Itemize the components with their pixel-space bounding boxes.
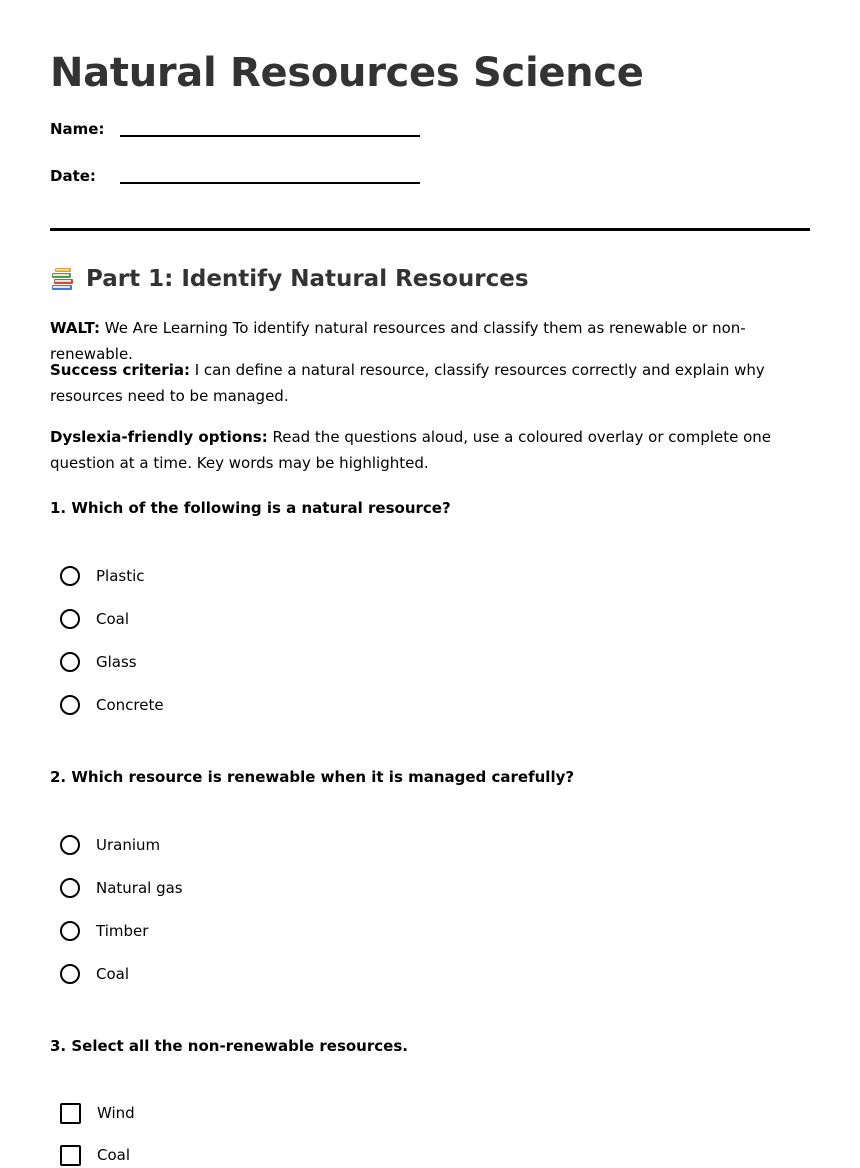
q3-option-wind[interactable] <box>60 1100 135 1126</box>
books-icon <box>50 266 76 292</box>
question-3: 3. Select all the non-renewable resources. <box>50 1037 408 1055</box>
checkbox[interactable] <box>60 1103 81 1124</box>
question-2: 2. Which resource is renewable when it is managed carefully? <box>50 768 575 786</box>
option-label: Wind <box>97 1104 135 1122</box>
date-label: Date: <box>50 167 96 185</box>
option-label: Plastic <box>96 567 145 585</box>
radio-button[interactable] <box>60 921 80 941</box>
radio-button[interactable] <box>60 566 80 586</box>
date-field <box>50 167 450 197</box>
question-1: 1. Which of the following is a natural resource? <box>50 499 451 517</box>
q2-option-timber[interactable] <box>60 918 148 944</box>
checkbox[interactable] <box>60 1145 81 1166</box>
success-criteria-text: I can define a natural resource, classify resources correctly and explain why resources need to be managed. <box>50 361 765 405</box>
success-criteria-paragraph <box>50 357 810 409</box>
option-label: Coal <box>96 965 130 983</box>
option-label: Timber <box>96 922 149 940</box>
name-label: Name: <box>50 120 105 138</box>
header-divider <box>50 228 810 231</box>
radio-button[interactable] <box>60 964 80 984</box>
option-label: Concrete <box>96 696 164 714</box>
q3-option-coal[interactable] <box>60 1142 130 1168</box>
success-criteria-label: Success criteria: <box>50 361 190 379</box>
page-title: Natural Resources Science <box>50 50 644 96</box>
section-title-part-1 <box>50 266 529 292</box>
section-title-text: Part 1: Identify Natural Resources <box>86 266 529 292</box>
date-input-line[interactable] <box>120 182 420 184</box>
dyslexia-options-paragraph <box>50 424 810 476</box>
option-label: Uranium <box>96 836 161 854</box>
option-label: Coal <box>96 610 130 628</box>
dyslexia-options-text: Read the questions aloud, use a coloured overlay or complete one question at a time. Key words may be highlighted. <box>50 428 772 472</box>
q1-option-glass[interactable] <box>60 649 137 675</box>
q1-option-coal[interactable] <box>60 606 129 632</box>
option-label: Natural gas <box>96 879 183 897</box>
option-label: Glass <box>96 653 137 671</box>
q2-option-natural-gas[interactable] <box>60 875 183 901</box>
radio-button[interactable] <box>60 695 80 715</box>
q1-option-concrete[interactable] <box>60 692 164 718</box>
name-input-line[interactable] <box>120 135 420 137</box>
radio-button[interactable] <box>60 652 80 672</box>
dyslexia-options-label: Dyslexia-friendly options: <box>50 428 268 446</box>
radio-button[interactable] <box>60 835 80 855</box>
q2-option-uranium[interactable] <box>60 832 160 858</box>
walt-label: WALT: <box>50 319 100 337</box>
option-label: Coal <box>97 1146 131 1164</box>
walt-text: We Are Learning To identify natural resources and classify them as renewable or non-renewable. <box>50 319 746 363</box>
q2-option-coal[interactable] <box>60 961 129 987</box>
q1-option-plastic[interactable] <box>60 563 145 589</box>
name-field <box>50 120 450 150</box>
radio-button[interactable] <box>60 609 80 629</box>
radio-button[interactable] <box>60 878 80 898</box>
